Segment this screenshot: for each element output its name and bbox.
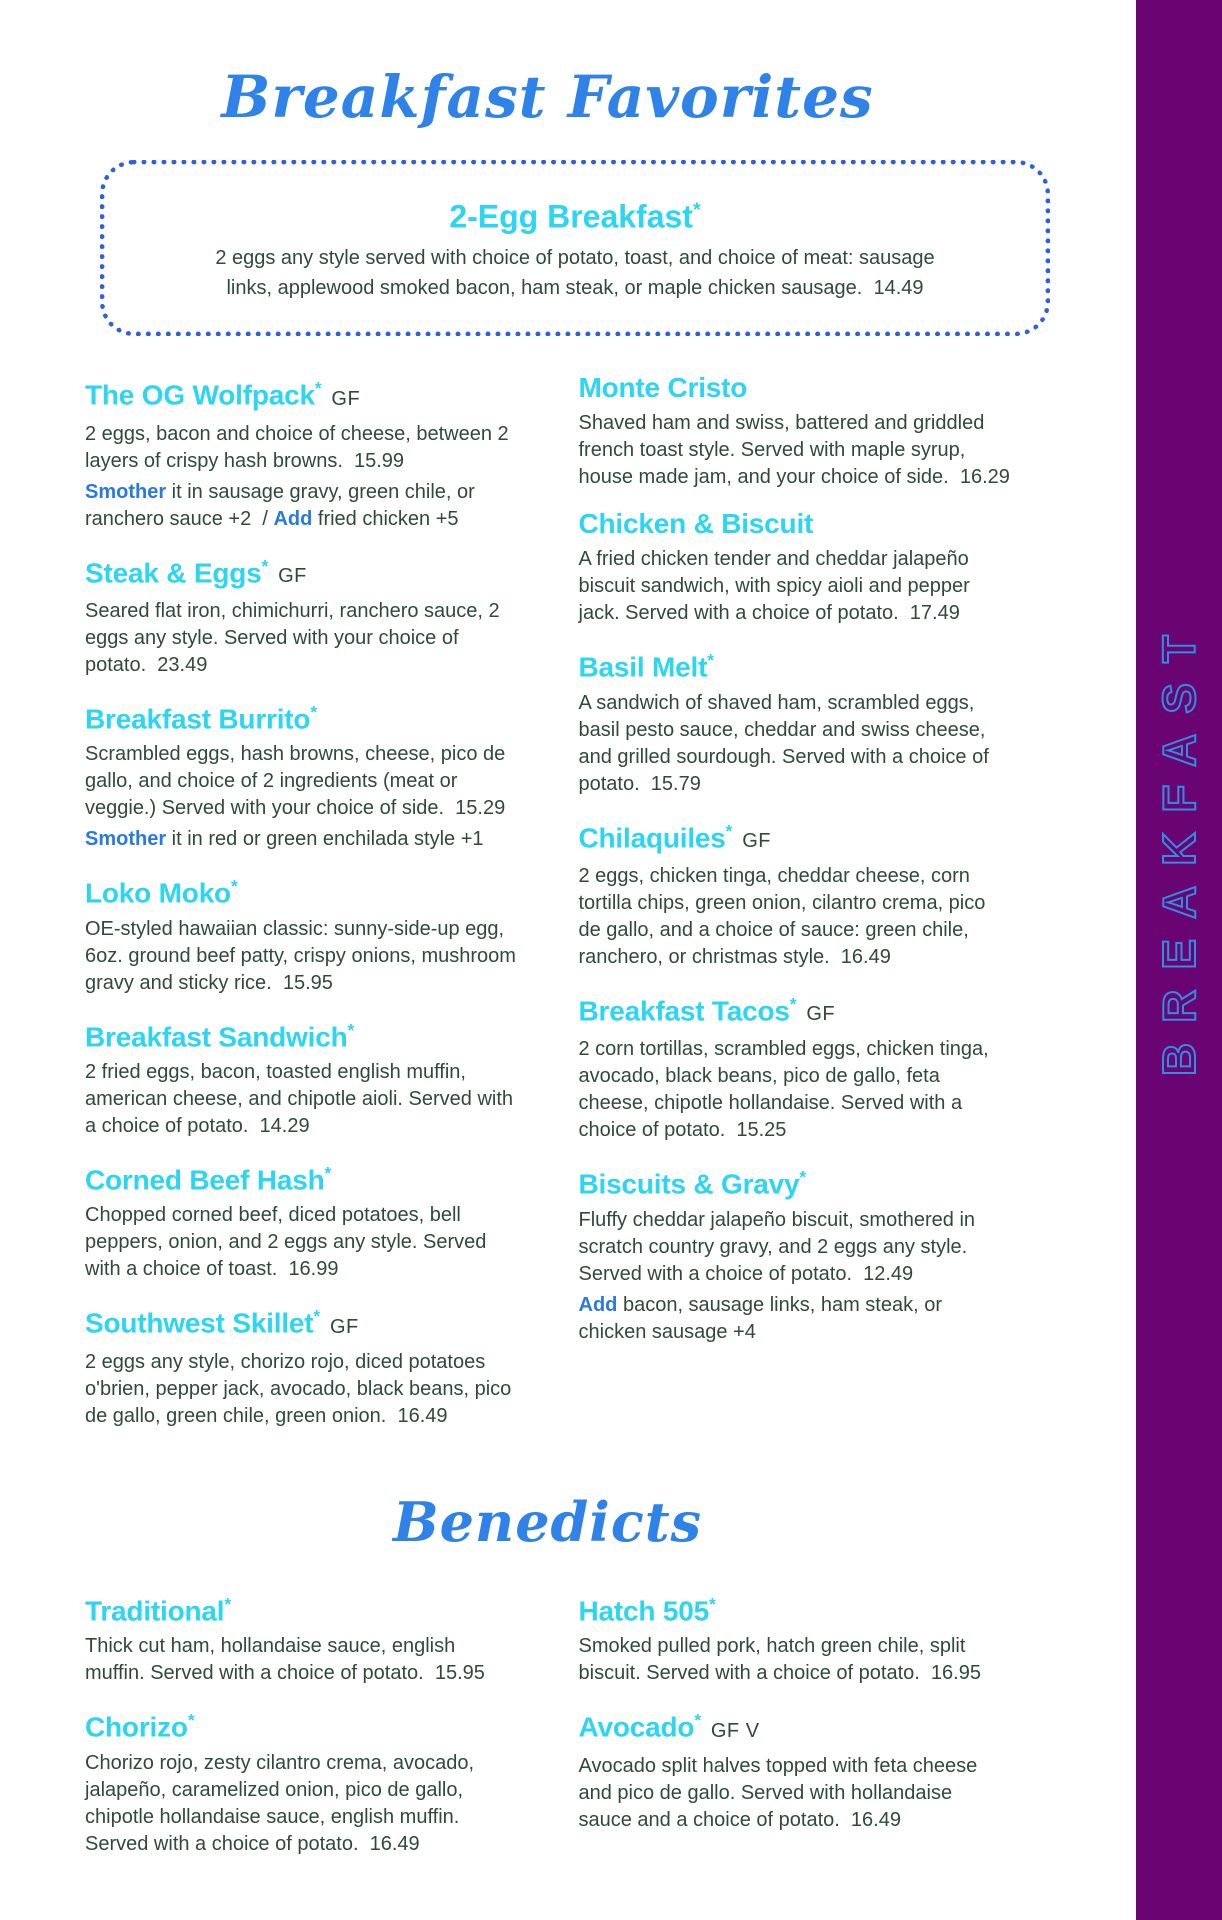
menu-item-name bbox=[579, 815, 1011, 857]
menu-item-name bbox=[85, 1157, 517, 1196]
menu-item-description bbox=[85, 1750, 517, 1858]
description-text: Smoked pulled pork, hatch green chile, split biscuit. Served with a choice of potato. 16.95 bbox=[578, 1635, 981, 1685]
menu-item-name bbox=[85, 1300, 517, 1342]
asterisk: * bbox=[324, 1163, 332, 1184]
sidebar-band bbox=[1136, 0, 1222, 1920]
menu-item bbox=[579, 988, 1011, 1144]
menu-item-name bbox=[85, 372, 517, 414]
menu-item bbox=[85, 1588, 517, 1687]
menu-item-name bbox=[85, 870, 517, 909]
menu-item bbox=[579, 372, 1011, 491]
menu-item-name-text: Steak & Eggs bbox=[85, 557, 262, 589]
menu-item-description bbox=[85, 741, 517, 822]
menu-item-name-text: Breakfast Burrito bbox=[85, 703, 311, 735]
menu-content bbox=[0, 63, 1010, 1875]
description-text: OE-styled hawaiian classic: sunny-side-up egg, 6oz. ground beef patty, crispy onions, mushroom gravy and sticky rice. 15.95 bbox=[85, 917, 522, 994]
dietary-tag: GF bbox=[806, 1003, 836, 1026]
menu-item-name bbox=[579, 508, 1011, 540]
asterisk: * bbox=[313, 1306, 320, 1327]
description-text: Avocado split halves topped with feta cheese and pico de gallo. Served with hollandaise sauce and a choice of potato. 16.49 bbox=[578, 1754, 983, 1831]
description-text: Chorizo rojo, zesty cilantro crema, avocado, jalapeño, caramelized onion, pico de gallo, chipotle hollandaise sauce, english muffin. Served with a choice of potato. 16.49 bbox=[85, 1751, 480, 1855]
asterisk: * bbox=[789, 994, 797, 1015]
description-text: Thick cut ham, hollandaise sauce, english muffin. Served with a choice of potato. 15.95 bbox=[85, 1635, 485, 1685]
menu-item bbox=[579, 1704, 1011, 1833]
sidebar-vertical-label: BREAKFAST bbox=[1153, 615, 1205, 1077]
description-text: it in red or green enchilada style +1 bbox=[166, 828, 484, 851]
asterisk: * bbox=[314, 378, 322, 399]
featured-item-description: 2 eggs any style served with choice of potato, toast, and choice of meat: sausage links, applewood smoked bacon, ham steak, or maple chicken sausage. 14.49 bbox=[215, 247, 941, 300]
menu-column bbox=[579, 372, 1011, 1446]
menu-item-description bbox=[85, 1059, 517, 1140]
menu-item-description bbox=[85, 1202, 517, 1283]
menu-item-name bbox=[579, 1161, 1011, 1200]
menu-item-name-text: Avocado bbox=[578, 1711, 695, 1743]
asterisk: * bbox=[799, 1167, 806, 1188]
section-title-breakfast-favorites: Breakfast Favorites bbox=[221, 63, 874, 131]
menu-item-name-text: Chorizo bbox=[85, 1711, 188, 1743]
menu-item-description bbox=[579, 546, 1011, 627]
accent-keyword: Add bbox=[273, 507, 313, 530]
menu-item-name bbox=[85, 1014, 517, 1053]
menu-item-name-text: Chicken & Biscuit bbox=[578, 508, 814, 540]
menu-item bbox=[85, 1157, 517, 1283]
menu-item bbox=[85, 1300, 517, 1429]
menu-item-name-text: Southwest Skillet bbox=[85, 1307, 314, 1339]
featured-item-box bbox=[100, 160, 1050, 337]
menu-item-description bbox=[579, 1753, 1011, 1834]
menu-item-description bbox=[85, 1349, 517, 1430]
menu-item-name bbox=[85, 1588, 517, 1627]
description-text: Scrambled eggs, hash browns, cheese, pico de gallo, and choice of 2 ingredients (meat or veggie.) Served with your choice of side. 15.29 bbox=[85, 743, 511, 820]
asterisk: * bbox=[310, 702, 317, 723]
menu-item-description bbox=[579, 1292, 1011, 1346]
menu-item-name-text: Traditional bbox=[85, 1595, 225, 1627]
dietary-tag: GF bbox=[331, 387, 361, 410]
accent-keyword: Add bbox=[578, 1293, 618, 1316]
menu-item-description bbox=[579, 690, 1011, 798]
menu-item-description bbox=[85, 826, 517, 853]
description-text: 2 eggs, chicken tinga, cheddar cheese, corn tortilla chips, green onion, cilantro crema, pico de gallo, and a choice of sauce: green chile, ranchero, or christmas style. 16.49 bbox=[578, 865, 991, 969]
menu-item-description bbox=[579, 1207, 1011, 1288]
menu-item-name bbox=[85, 1704, 517, 1743]
menu-item-description bbox=[579, 410, 1011, 491]
menu-item-name-text: Corned Beef Hash bbox=[85, 1164, 325, 1196]
menu-item-name bbox=[85, 550, 517, 592]
description-text: it in sausage gravy, green chile, or ranchero sauce +2 / bbox=[85, 480, 481, 530]
menu-item-name-text: Basil Melt bbox=[578, 651, 708, 683]
accent-keyword: Smother bbox=[85, 828, 167, 851]
asterisk: * bbox=[224, 1594, 231, 1615]
menu-item-name bbox=[579, 1588, 1011, 1627]
menu-item-name bbox=[85, 696, 517, 735]
dietary-tag: GF bbox=[742, 830, 772, 853]
menu-item-description bbox=[579, 863, 1011, 971]
menu-item bbox=[579, 1161, 1011, 1345]
asterisk: * bbox=[692, 198, 701, 221]
description-text: Fluffy cheddar jalapeño biscuit, smothered in scratch country gravy, and 2 eggs any style. Served with a choice of potato. 12.49 bbox=[578, 1208, 981, 1285]
menu-item-name-text: Breakfast Tacos bbox=[578, 995, 790, 1027]
description-text: 2 corn tortillas, scrambled eggs, chicken tinga, avocado, black beans, pico de gallo, feta cheese, chipotle hollandaise. Served with a choice of potato. 15.25 bbox=[578, 1038, 995, 1142]
description-text: 2 eggs any style, chorizo rojo, diced potatoes o'brien, pepper jack, avocado, black beans, pico de gallo, green chile, green onion. 16.49 bbox=[85, 1350, 517, 1427]
asterisk: * bbox=[347, 1019, 355, 1040]
menu-item-description bbox=[85, 1633, 517, 1687]
menu-item-name-text: Monte Cristo bbox=[578, 372, 748, 404]
menu-item-name-text: Loko Moko bbox=[85, 877, 231, 909]
dietary-tag: GF V bbox=[710, 1719, 760, 1742]
menu-item-description bbox=[579, 1633, 1011, 1687]
description-text: 2 fried eggs, bacon, toasted english muffin, american cheese, and chipotle aioli. Served with a choice of potato. 14.29 bbox=[85, 1061, 519, 1138]
menu-column bbox=[579, 1588, 1011, 1875]
description-text: Chopped corned beef, diced potatoes, bell peppers, onion, and 2 eggs any style. Served with a choice of toast. 16.99 bbox=[85, 1204, 492, 1281]
menu-item-description bbox=[579, 1036, 1011, 1144]
description-text: bacon, sausage links, ham steak, or chicken sausage +4 bbox=[578, 1293, 948, 1343]
menu-item-name-text: Hatch 505 bbox=[578, 1595, 709, 1627]
menu-item-name bbox=[579, 1704, 1011, 1746]
menu-column bbox=[85, 1588, 517, 1875]
description-text: A sandwich of shaved ham, scrambled eggs, basil pesto sauce, cheddar and swiss cheese, and grilled sourdough. Served with a choice of potato. 15.79 bbox=[578, 691, 995, 795]
menu-item-description bbox=[85, 421, 517, 475]
menu-item-name bbox=[579, 372, 1011, 404]
menu-item-name-text: Breakfast Sandwich bbox=[85, 1021, 348, 1053]
description-text: Seared flat iron, chimichurri, ranchero sauce, 2 eggs any style. Served with your choice of potato. 23.49 bbox=[85, 600, 506, 677]
description-text: fried chicken +5 bbox=[312, 507, 459, 530]
dietary-tag: GF bbox=[329, 1315, 359, 1338]
asterisk: * bbox=[709, 1594, 716, 1615]
menu-item bbox=[85, 550, 517, 679]
asterisk: * bbox=[694, 1710, 701, 1731]
menu-item-name-text: Chilaquiles bbox=[578, 822, 726, 854]
menu-item-name-text: The OG Wolfpack bbox=[85, 379, 315, 411]
section-title-benedicts: Benedicts bbox=[392, 1489, 703, 1554]
description-text: A fried chicken tender and cheddar jalapeño biscuit sandwich, with spicy aioli and pepper jack. Served with a choice of potato. 17.49 bbox=[578, 548, 976, 625]
menu-item bbox=[85, 870, 522, 996]
asterisk: * bbox=[230, 876, 238, 897]
featured-name-text: 2-Egg Breakfast bbox=[449, 198, 693, 235]
featured-item-name bbox=[145, 191, 1005, 236]
menu-item-name bbox=[579, 988, 1011, 1030]
menu-item-name bbox=[579, 644, 1011, 683]
menu-item bbox=[85, 372, 517, 532]
description-text: 2 eggs, bacon and choice of cheese, between 2 layers of crispy hash browns. 15.99 bbox=[85, 422, 515, 472]
menu-item-name-text: Biscuits & Gravy bbox=[578, 1168, 800, 1200]
menu-item bbox=[85, 1704, 517, 1857]
asterisk: * bbox=[261, 555, 269, 576]
dietary-tag: GF bbox=[278, 565, 307, 588]
menu-item bbox=[579, 508, 1011, 627]
asterisk: * bbox=[707, 650, 714, 671]
favorites-columns bbox=[85, 372, 1010, 1446]
menu-item bbox=[85, 696, 517, 853]
benedicts-columns bbox=[85, 1588, 1010, 1875]
menu-item-description bbox=[85, 479, 517, 533]
menu-item bbox=[579, 1588, 1011, 1687]
asterisk: * bbox=[725, 820, 733, 841]
menu-column bbox=[85, 372, 522, 1446]
menu-item bbox=[579, 815, 1011, 971]
description-text: Shaved ham and swiss, battered and griddled french toast style. Served with maple syrup, house made jam, and your choice of side. 16.29 bbox=[578, 412, 1010, 489]
menu-item bbox=[579, 644, 1011, 797]
asterisk: * bbox=[187, 1710, 195, 1731]
menu-item bbox=[85, 1014, 517, 1140]
menu-item-description bbox=[85, 916, 522, 997]
accent-keyword: Smother bbox=[85, 480, 167, 503]
menu-item-description bbox=[85, 598, 517, 679]
